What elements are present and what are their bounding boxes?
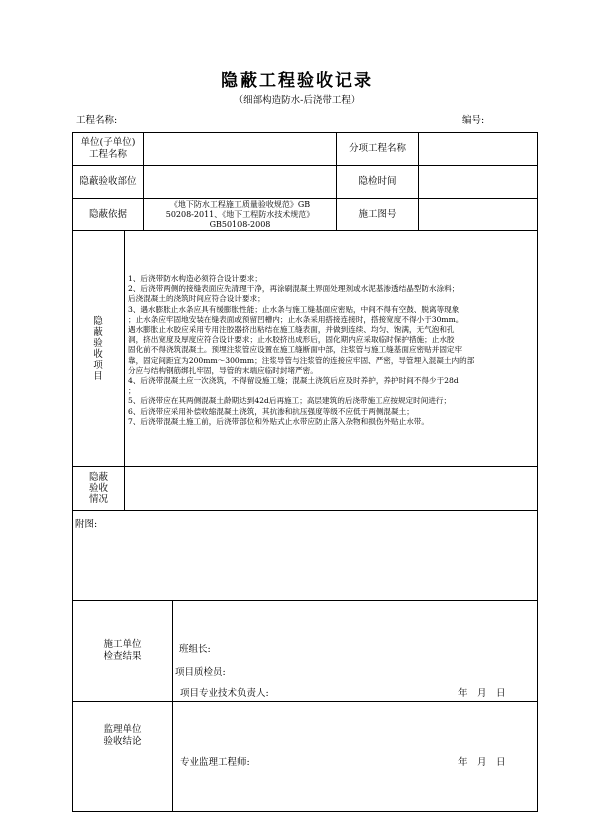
requirement-line: 5、后浇带应在其两侧混凝土龄期达到42d后再施工；高层建筑的后浇带施工应按规定时间进行；: [128, 396, 452, 406]
hidden-part-label: 隐蔽验收部位: [79, 176, 137, 187]
requirement-line: 7、后浇带混凝土施工前，后浇带部位和外贴式止水带应防止落入杂物和损伤外贴止水带。: [128, 416, 429, 426]
tech-lead-label: 项目专业技术负责人:: [180, 688, 269, 699]
requirement-line: 分应与结构钢筋绑扎牢固，导管的末端应临时封堵严密。: [128, 365, 318, 375]
requirement-line: 2、后浇带两侧的接缝表面应先清理干净，再涂刷混凝土界面处理剂或水泥基渗透结晶型防水涂料；: [128, 284, 460, 294]
requirement-line: 后浇混凝土的浇筑时间应符合设计要求；: [128, 294, 265, 304]
requirement-line: 6、后浇带应采用补偿收缩混凝土浇筑，其抗渗和抗压强度等级不应低于两侧混凝土；: [128, 406, 414, 416]
content-requirements: [128, 274, 536, 427]
hidden-time-value[interactable]: [419, 166, 537, 198]
supervisor-label: 专业监理工程师:: [180, 757, 250, 768]
requirement-line: ；: [128, 386, 136, 396]
document-title: 隐蔽工程验收记录: [221, 71, 373, 91]
requirement-line: 洞，挤出宽度及厚度应符合设计要求；止水胶挤出成形后，固化期内应采取临时保护措施；止水胶: [128, 335, 455, 345]
attachment-label: 附图:: [75, 519, 98, 530]
basis-value: 《地下防水工程施工质量验收规范》GB 50208-2011、《地下工程防水技术规范》 GB50108-2008: [165, 199, 315, 229]
number-label: 编号:: [462, 115, 485, 126]
sub-project-value[interactable]: [419, 133, 537, 165]
drawing-number-value[interactable]: [419, 199, 537, 230]
supervision-unit-label: 监理单位 验收结论: [103, 724, 142, 747]
requirement-line: 4、后浇带混凝土应一次浇筑，不得留设施工缝；混凝土浇筑后应及时养护，养护时间不得少于28d: [128, 376, 459, 386]
status-label: 隐蔽验收情况: [88, 472, 108, 505]
basis-label: 隐蔽依据: [88, 208, 127, 220]
status-value[interactable]: [125, 467, 537, 510]
requirement-line: 遇水膨胀止水胶应采用专用注胶器挤出粘结在施工缝表面，并做到连续、均匀、饱满，无气泡和孔: [128, 325, 455, 335]
requirement-line: 固化前不得浇筑混凝土。预埋注浆管应设置在施工缝断面中部，注浆管与施工缝基面应密贴并固定牢: [128, 345, 463, 355]
supervision-date: 年 月 日: [458, 757, 506, 768]
attachment-area[interactable]: [73, 530, 537, 600]
document-subtitle: （细部构造防水-后浇带工程）: [233, 95, 361, 106]
quality-inspector-label: 项目质检员:: [175, 667, 226, 678]
requirement-line: 靠，固定间距宜为200mm～300mm；注浆导管与注浆管的连接应牢固、严密，导管埋入混凝土内的部: [128, 355, 475, 365]
hidden-part-value[interactable]: [144, 166, 336, 198]
team-leader-label: 班组长:: [179, 644, 211, 655]
project-name-label: 工程名称:: [76, 115, 118, 126]
unit-name-value[interactable]: [144, 133, 336, 165]
requirement-line: ；止水条应牢固地安装在缝表面或预留凹槽内；止水条采用搭接连接时，搭接宽度不得小于30mm。: [128, 314, 464, 324]
requirement-line: 1、后浇带防水构造必须符合设计要求；: [128, 274, 262, 283]
construction-unit-label: 施工单位 检查结果: [103, 639, 142, 662]
sub-project-label: 分项工程名称: [348, 143, 406, 154]
unit-name-label: 单位(子单位) 工程名称: [80, 137, 136, 160]
construction-date: 年 月 日: [458, 688, 506, 699]
hidden-time-label: 隐检时间: [358, 176, 397, 187]
content-label: 隐蔽验收项目: [93, 315, 104, 382]
drawing-number-label: 施工图号: [358, 208, 397, 220]
requirement-line: 3、遇水膨胀止水条应具有缓膨胀性能；止水条与施工缝基面应密贴，中间不得有空鼓、脱离等现象: [128, 304, 460, 314]
